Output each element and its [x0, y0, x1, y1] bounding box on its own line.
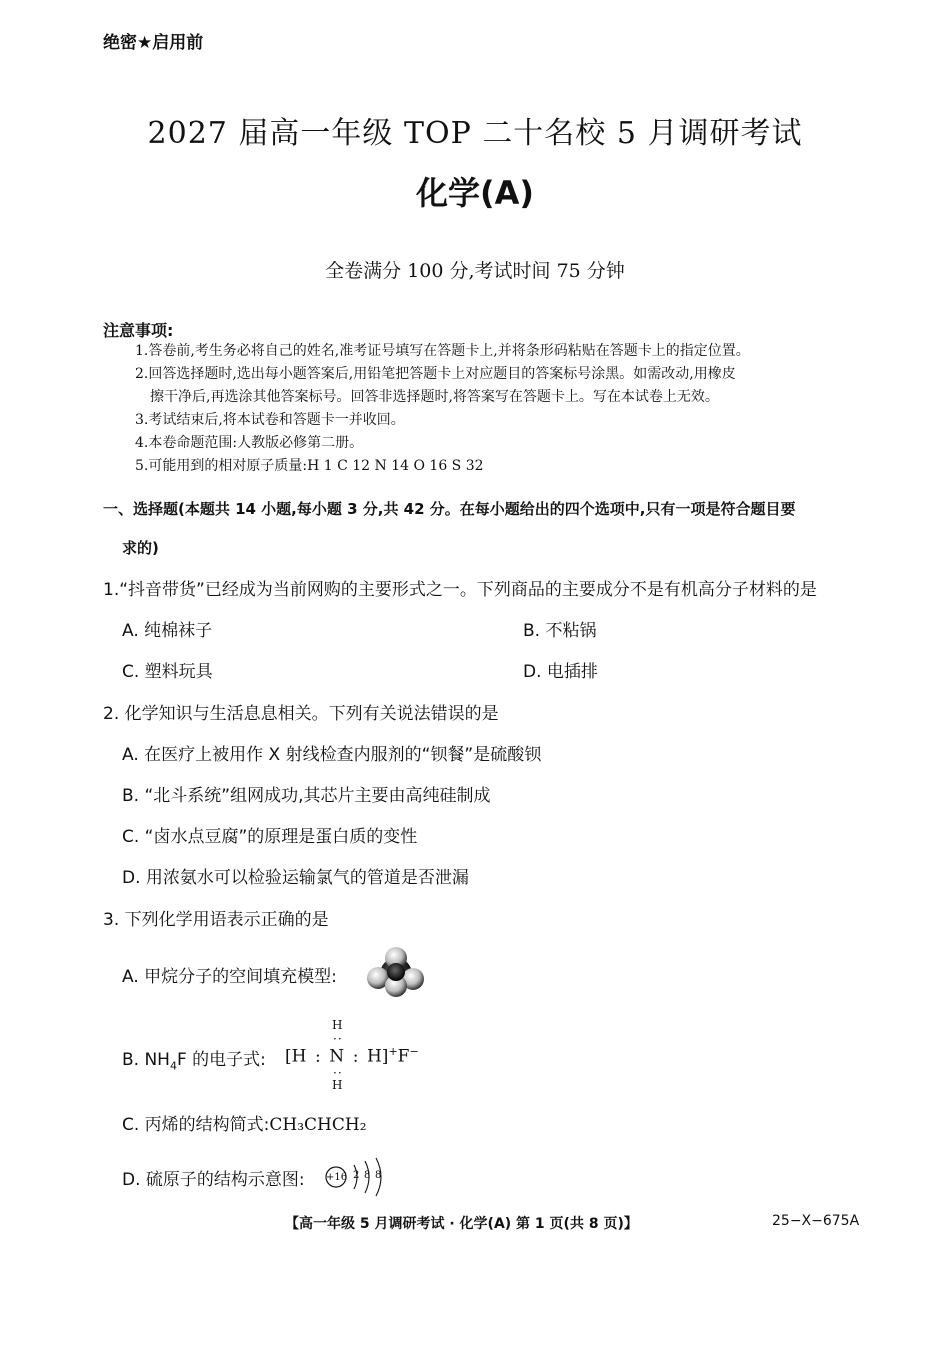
- q2-option-b: B. “北斗系统”组网成功,其芯片主要由高纯硅制成: [122, 786, 491, 806]
- q3-option-c: [122, 1110, 367, 1135]
- q2-option-a: A. 在医疗上被用作 X 射线检查内服剂的“钡餐”是硫酸钡: [122, 745, 542, 765]
- exam-code: 25−X−675A: [772, 1213, 860, 1229]
- formula-right: H]: [366, 1046, 389, 1067]
- secret-label: 绝密★启用前: [103, 33, 204, 53]
- electron-pair-bottom: ··: [333, 1066, 343, 1080]
- q2-option-d: D. 用浓氨水可以检验运输氯气的管道是否泄漏: [122, 868, 469, 888]
- methane-space-filling-model: [364, 946, 426, 998]
- full-score-line: 全卷满分 100 分,考试时间 75 分钟: [325, 260, 625, 282]
- q1-option-a: A. 纯棉袜子: [122, 621, 213, 641]
- formula-anion: F: [397, 1046, 410, 1067]
- q1-option-d: D. 电插排: [523, 662, 598, 682]
- q1-option-c: C. 塑料玩具: [122, 662, 213, 682]
- notice-item: 2.回答选择题时,选出每小题答案后,用铅笔把答题卡上对应题目的答案标号涂黑。如需改动,用橡皮: [135, 366, 736, 382]
- q3-option-a-label: A. 甲烷分子的空间填充模型:: [122, 967, 337, 987]
- q3-option-b-mid: F 的电子式:: [176, 1050, 266, 1070]
- shell-3-electrons: 8: [375, 1170, 382, 1181]
- shell-2-electrons: 8: [364, 1170, 371, 1181]
- ammonium-fluoride-formula: [H : N : H]+F−: [285, 1045, 419, 1067]
- atom-nucleus-charge: +16: [326, 1172, 348, 1183]
- sulfur-atom-diagram: [322, 1157, 392, 1197]
- section-heading-cont: 求的): [122, 539, 159, 557]
- question-2-stem: 2. 化学知识与生活息息相关。下列有关说法错误的是: [103, 704, 499, 724]
- formula-n: N: [329, 1046, 345, 1067]
- notice-item: 3.考试结束后,将本试卷和答题卡一并收回。: [135, 412, 405, 428]
- q3-option-c-prefix: C. 丙烯的结构简式:: [122, 1115, 270, 1135]
- subject-title: 化学(A): [415, 174, 535, 212]
- question-1-stem: 1.“抖音带货”已经成为当前网购的主要形式之一。下列商品的主要成分不是有机高分子材料的是: [103, 580, 817, 600]
- question-3-stem: 3. 下列化学用语表示正确的是: [103, 910, 329, 930]
- formula-h-bottom: H: [332, 1078, 343, 1092]
- formula-left: [H: [285, 1046, 307, 1067]
- shell-1-electrons: 2: [353, 1170, 360, 1181]
- q3-option-b: [122, 1045, 266, 1072]
- q3-option-b-sub: 4: [169, 1059, 177, 1073]
- exam-title: 2027 届高一年级 TOP 二十名校 5 月调研考试: [147, 116, 803, 151]
- notice-item: 擦干净后,再选涂其他答案标号。回答非选择题时,将答案写在答题卡上。写在本试卷上无效。: [150, 389, 719, 405]
- q3-option-d: D. 硫原子的结构示意图:: [122, 1170, 305, 1190]
- formula-h-top: H: [332, 1018, 343, 1032]
- formula-charge: +: [388, 1045, 398, 1058]
- electron-pair-top: ··: [333, 1032, 343, 1046]
- formula-anion-charge: −: [409, 1045, 419, 1058]
- q3-option-a: [122, 962, 337, 987]
- q2-option-c: C. “卤水点豆腐”的原理是蛋白质的变性: [122, 827, 418, 847]
- section-heading: 一、选择题(本题共 14 小题,每小题 3 分,共 42 分。在每小题给出的四个选项中,只有一项是符合题目要: [103, 500, 796, 518]
- q1-option-b: B. 不粘锅: [523, 621, 597, 641]
- propene-formula: CH₃CHCH₂: [269, 1115, 367, 1135]
- notice-item: 1.答卷前,考生务必将自己的姓名,准考证号填写在答题卡上,并将条形码粘贴在答题卡上的指定位置。: [135, 343, 750, 359]
- notice-title: 注意事项:: [103, 321, 174, 340]
- q3-option-b-prefix: B. NH: [122, 1050, 170, 1070]
- page-footer: 【高一年级 5 月调研考试 · 化学(A) 第 1 页(共 8 页)】: [285, 1216, 638, 1232]
- notice-item: 5.可能用到的相对原子质量:H 1 C 12 N 14 O 16 S 32: [135, 458, 484, 474]
- notice-item: 4.本卷命题范围:人教版必修第二册。: [135, 435, 364, 451]
